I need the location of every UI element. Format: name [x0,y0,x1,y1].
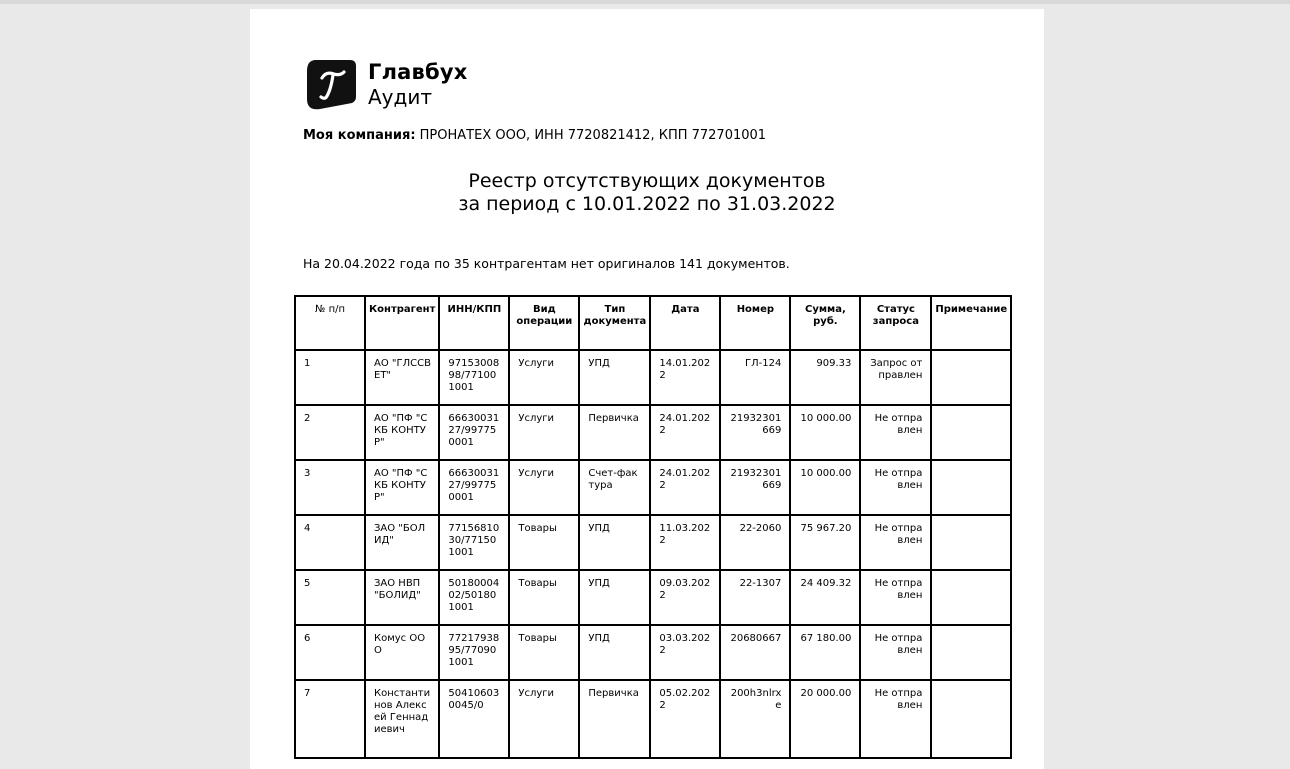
company-value: ПРОНАТЕХ ООО, ИНН 7720821412, КПП 772701001 [419,128,767,143]
cell-doc-number: 200h3nlrxe [720,680,790,758]
cell-note [931,460,1011,515]
cell-request-status: Не отправлен [860,460,931,515]
cell-operation-type: Услуги [509,350,579,405]
table-row [295,350,1011,405]
col-header-inn-kpp: ИНН/КПП [439,296,509,350]
cell-note [931,515,1011,570]
cell-amount: 67 180.00 [790,625,860,680]
cell-inn-kpp: 9715300898/771001001 [439,350,509,405]
cell-number: 5 [295,570,365,625]
cell-note [931,570,1011,625]
table-row [295,680,1011,758]
col-header-request-status: Статус запроса [860,296,931,350]
cell-document-type: УПД [579,570,650,625]
cell-number: 4 [295,515,365,570]
cell-document-type: УПД [579,350,650,405]
cell-operation-type: Услуги [509,405,579,460]
cell-request-status: Не отправлен [860,515,931,570]
cell-note [931,350,1011,405]
cell-date: 24.01.2022 [650,460,720,515]
cell-number: 7 [295,680,365,758]
report-period: за период с 10.01.2022 по 31.03.2022 [458,193,836,215]
cell-doc-number: 21932301669 [720,405,790,460]
document-page [250,9,1044,769]
table-row [295,460,1011,515]
cell-doc-number: 20680667 [720,625,790,680]
cell-amount: 10 000.00 [790,405,860,460]
cell-counterparty: АО "ПФ "СКБ КОНТУР" [365,405,439,460]
cell-note [931,405,1011,460]
cell-number: 3 [295,460,365,515]
cell-number: 1 [295,350,365,405]
cell-counterparty: АО "ПФ "СКБ КОНТУР" [365,460,439,515]
cell-inn-kpp: 5018000402/501801001 [439,570,509,625]
cell-request-status: Не отправлен [860,625,931,680]
cell-document-type: Первичка [579,405,650,460]
col-header-counterparty: Контрагент [365,296,439,350]
col-header-number: № п/п [295,296,365,350]
cell-date: 24.01.2022 [650,405,720,460]
cell-operation-type: Товары [509,570,579,625]
cell-amount: 75 967.20 [790,515,860,570]
company-label: Моя компания: [303,128,416,143]
cell-request-status: Запрос отправлен [860,350,931,405]
cell-note [931,680,1011,758]
cell-date: 09.03.2022 [650,570,720,625]
cell-inn-kpp: 6663003127/997750001 [439,405,509,460]
cell-request-status: Не отправлен [860,680,931,758]
cell-doc-number: 21932301669 [720,460,790,515]
company-line [303,128,766,143]
cell-request-status: Не отправлен [860,405,931,460]
cell-number: 6 [295,625,365,680]
brand-name: Главбух [368,60,468,84]
cell-counterparty: Константинов Алексей Геннадиевич [365,680,439,758]
brand-logo [306,59,466,111]
cell-counterparty: АО "ГЛССВЕТ" [365,350,439,405]
cell-inn-kpp: 7715681030/771501001 [439,515,509,570]
cell-inn-kpp: 6663003127/997750001 [439,460,509,515]
table-row [295,625,1011,680]
cell-amount: 10 000.00 [790,460,860,515]
cell-amount: 20 000.00 [790,680,860,758]
cell-counterparty: ЗАО НВП "БОЛИД" [365,570,439,625]
cell-amount: 909.33 [790,350,860,405]
cell-document-type: УПД [579,515,650,570]
cell-operation-type: Услуги [509,680,579,758]
cell-request-status: Не отправлен [860,570,931,625]
cell-document-type: УПД [579,625,650,680]
col-header-operation-type: Вид операции [509,296,579,350]
cell-inn-kpp: 7721793895/770901001 [439,625,509,680]
col-header-date: Дата [650,296,720,350]
cell-doc-number: ГЛ-124 [720,350,790,405]
table-header-row [295,296,1011,350]
table-row [295,515,1011,570]
report-title: Реестр отсутствующих документов [468,170,826,192]
cell-counterparty: Комус ООО [365,625,439,680]
missing-documents-table [294,295,1012,759]
cell-number: 2 [295,405,365,460]
cell-date: 11.03.2022 [650,515,720,570]
col-header-document-type: Тип документа [579,296,650,350]
viewer-top-border [0,0,1290,4]
cell-date: 03.03.2022 [650,625,720,680]
cell-document-type: Счет-фактура [579,460,650,515]
cell-date: 05.02.2022 [650,680,720,758]
cell-operation-type: Товары [509,625,579,680]
cell-counterparty: ЗАО "БОЛИД" [365,515,439,570]
cell-note [931,625,1011,680]
report-summary: На 20.04.2022 года по 35 контрагентам нет оригиналов 141 документов. [303,256,790,271]
table-row [295,570,1011,625]
table-row [295,405,1011,460]
cell-doc-number: 22-2060 [720,515,790,570]
cell-inn-kpp: 504106030045/0 [439,680,509,758]
cell-operation-type: Товары [509,515,579,570]
brand-subtitle: Аудит [368,85,432,109]
col-header-amount: Сумма, руб. [790,296,860,350]
cell-date: 14.01.2022 [650,350,720,405]
glavbukh-logo-icon [306,59,357,110]
cell-operation-type: Услуги [509,460,579,515]
col-header-note: Примечание [931,296,1011,350]
cell-amount: 24 409.32 [790,570,860,625]
cell-document-type: Первичка [579,680,650,758]
col-header-doc-number: Номер [720,296,790,350]
cell-doc-number: 22-1307 [720,570,790,625]
